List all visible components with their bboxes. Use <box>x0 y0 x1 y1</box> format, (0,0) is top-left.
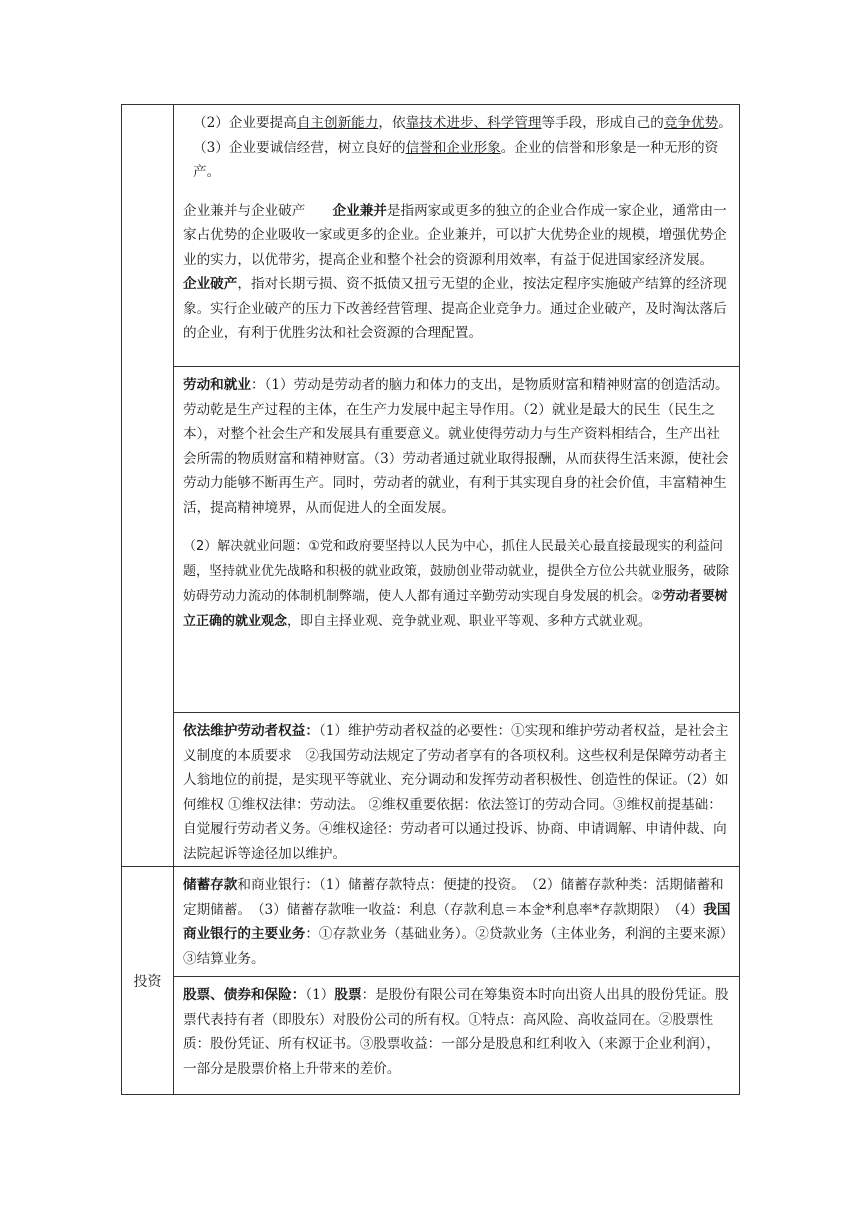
underlined-text: 靠技术进步、科学管理 <box>405 115 542 131</box>
underlined-text: 竞争 <box>663 115 692 131</box>
text: ，指对长期亏损、资不抵债又扭亏无望的企业，按法定程序实施破产结算的经济现象。实行企业破产的压力下改善经营管理、提高企业竞争力。通过企业破产，及时淘汰落后的企业，有利于优胜劣汰和社会资源的合理配置。 <box>183 276 727 341</box>
text: （1） <box>305 987 335 1003</box>
bold-term: 企业兼并 <box>332 202 387 219</box>
text: （2）解决就业问题：①党和政府要坚持以人民为中心，抓住人民最关心最直接最现实的利益问题，坚持就业优先战略和积极的就业政策，鼓励创业带动就业，提供全方位公共就业服务，破除妨碍劳动力流动的体制机制弊端，使人人都有通过辛勤劳动实现自身发展的机会。② <box>183 539 730 604</box>
text: 。企业的信誉和形象是一种无形的资产。 <box>193 139 719 180</box>
employment-paragraph <box>183 534 731 634</box>
underlined-text: 自主创新能力 <box>296 115 379 131</box>
underlined-text: 优势 <box>691 115 719 131</box>
text: ：（1）劳动是劳动者的脑力和体力的支出，是物质财富和精神财富的创造活动。劳动乾是生产过程的主体，在生产力发展中起主导作用。（2）就业是最大的民生（民生之本），对整个社会生产和发展具有重要意义。就业使得劳动力与生产资料相结合，生产出社会所需的物质财富和精神财富。（3）劳动者通过就业取得报酬，从而获得生活来源，使社会劳动力能够不断再生产。同时，劳动者的就业，有利于其实现自身的社会价值，丰富精神生活，提高精神境界，从而促进人的全面发展。 <box>183 377 729 516</box>
section-title: 企业兼并与企业破产 <box>183 202 306 219</box>
row-content <box>174 867 739 1094</box>
bold-term: 企业破产 <box>183 276 238 292</box>
bold-term: 劳动者要树立正确的就业观念 <box>183 589 728 629</box>
text: （2）企业要提高 <box>193 115 297 131</box>
text: ，依 <box>378 115 406 131</box>
text: 等手段，形成自己的 <box>541 115 664 131</box>
text: 。 （3）企业要诚信经营，树立良好的 <box>193 115 739 156</box>
text: ：是股份有限公司在筹集资本时向出资人出具的股份凭证。股票代表持有者（即股东）对股份公司的所有权。①特点：高风险、高收益同在。②股票性质：股份凭证、所有权证书。③股票收益：一部分是股息和红利收入（来源于企业利润），一部分是股票价格上升带来的差价。 <box>183 987 729 1077</box>
stocks-cell <box>174 976 739 1095</box>
table-row <box>122 866 739 1094</box>
stocks-paragraph <box>183 983 731 1081</box>
row-content <box>174 105 739 866</box>
savings-cell <box>174 867 739 976</box>
rights-paragraph <box>183 719 731 866</box>
content-table <box>121 104 740 1095</box>
labor-paragraph <box>183 373 731 520</box>
table-row <box>122 105 739 866</box>
row-label-cell <box>122 867 174 1094</box>
bold-term: 股票 <box>334 987 362 1003</box>
labor-cell <box>174 366 739 712</box>
text: （1）维护劳动者权益的必要性：①实现和维护劳动者权益，是社会主义制度的本质要求 ②我国劳动法规定了劳动者享有的各项权利。这些权利是保障劳动者主人翁地位的前提，是实现平等就业、充分调动和发挥劳动者积极性、创造性的保证。（2）如何维权 ①维权法律：劳动法。 ②维权重要依据：依法签订的劳动合同。③维权前提基础：自觉履行劳动者义务。④维权途径：劳动者可以通过投诉、协商、申请调解、申请仲裁、向法院起诉等途径加以维护。 <box>183 723 729 862</box>
enterprise-cell <box>174 105 739 366</box>
bold-term: 依法维护劳动者权益： <box>183 723 319 739</box>
text: 和商业银行：（1）储蓄存款特点：便捷的投资。 （2）储蓄存款种类：活期储蓄和定期储蓄。 （3）储蓄存款唯一收益：利息（存款利息＝本金*利息率*存款期限） （4） <box>183 877 724 918</box>
text: ，即自主择业观、竞争就业观、职业平等观、多种方式就业观。 <box>287 614 652 629</box>
savings-paragraph <box>183 873 731 971</box>
enterprise-paragraph <box>183 111 739 185</box>
row-label-cell <box>122 105 174 866</box>
rights-cell <box>174 712 739 873</box>
text: ：①存款业务（基础业务）。②贷款业务（主体业务，利润的主要来源）③结算业务。 <box>183 926 727 967</box>
merger-paragraph <box>183 199 731 346</box>
bold-term: 我国商业银行的主要业务 <box>183 901 731 942</box>
underlined-text: 信誉和企业形象 <box>405 139 501 156</box>
bold-term: 劳动和就业 <box>183 377 251 393</box>
text: 是指两家或更多的独立的企业合作成一家企业，通常由一家占优势的企业吸收一家或更多的企业。企业兼并，可以扩大优势企业的规模，增强优势企业的实力，以优带劣，提高企业和整个社会的资源利用效率，有益于促进国家经济发展。 <box>183 202 727 268</box>
bold-term: 储蓄存款 <box>183 877 238 893</box>
row-label: 投资 <box>133 973 162 990</box>
bold-term: 股票、债券和保险： <box>183 987 306 1003</box>
